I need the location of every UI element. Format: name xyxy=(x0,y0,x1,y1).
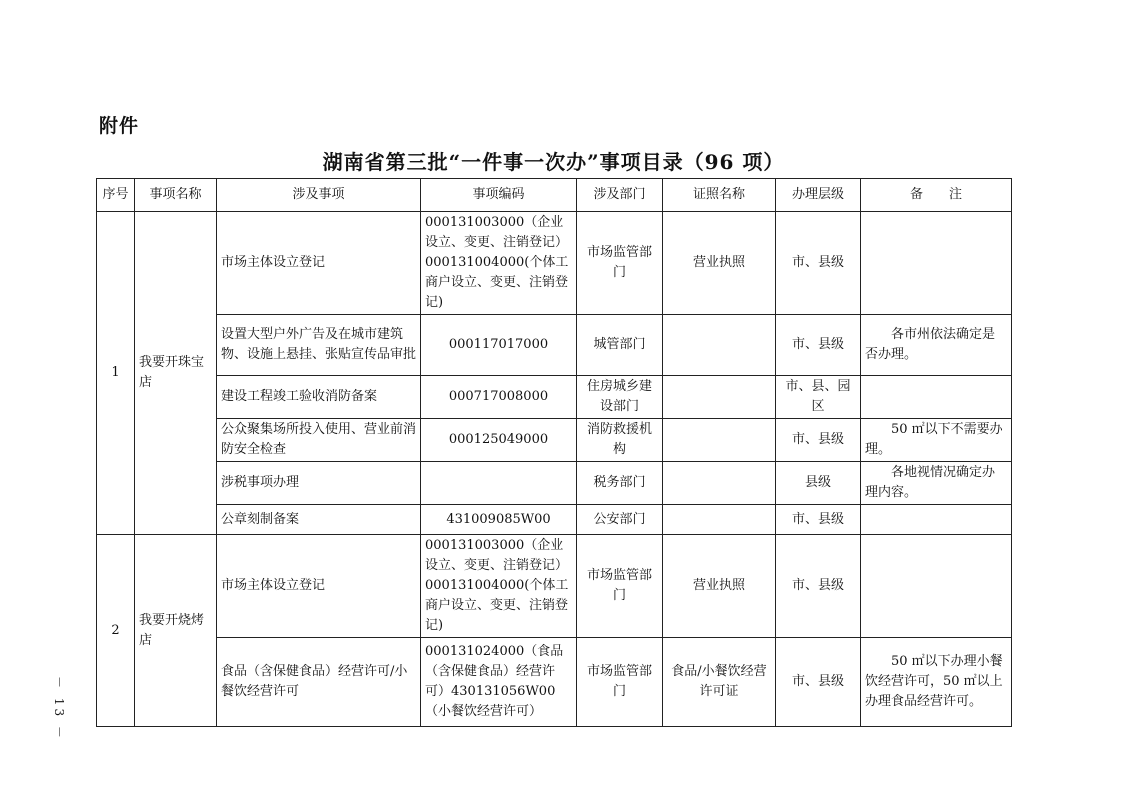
dept-cell: 市场监管部门 xyxy=(577,535,663,638)
code-cell xyxy=(421,462,577,505)
page-number: － 13 － xyxy=(52,676,66,741)
code-cell: 000117017000 xyxy=(421,315,577,376)
item-cell: 设置大型户外广告及在城市建筑物、设施上悬挂、张贴宣传品审批 xyxy=(217,315,421,376)
group-number: 2 xyxy=(97,535,135,727)
note-cell xyxy=(861,535,1012,638)
column-header-no: 序号 xyxy=(97,179,135,212)
item-cell: 市场主体设立登记 xyxy=(217,535,421,638)
note-cell: 50 ㎡以下办理小餐饮经营许可，50 ㎡以上办理食品经营许可。 xyxy=(861,638,1012,727)
table-row xyxy=(97,376,1012,419)
group-name: 我要开烧烤店 xyxy=(135,535,217,727)
catalog-table xyxy=(96,178,1012,727)
item-cell: 食品（含保健食品）经营许可/小餐饮经营许可 xyxy=(217,638,421,727)
item-cell: 公章刻制备案 xyxy=(217,505,421,535)
note-cell: 各市州依法确定是否办理。 xyxy=(861,315,1012,376)
group-number: 1 xyxy=(97,212,135,535)
column-header-dept: 涉及部门 xyxy=(577,179,663,212)
item-cell: 建设工程竣工验收消防备案 xyxy=(217,376,421,419)
level-cell: 市、县级 xyxy=(776,505,861,535)
column-header-level: 办理层级 xyxy=(776,179,861,212)
group-name: 我要开珠宝店 xyxy=(135,212,217,535)
dept-cell: 市场监管部门 xyxy=(577,638,663,727)
dept-cell: 税务部门 xyxy=(577,462,663,505)
level-cell: 市、县级 xyxy=(776,535,861,638)
attachment-label: 附件 xyxy=(99,115,140,137)
note-cell xyxy=(861,212,1012,315)
table-row xyxy=(97,535,1012,638)
column-header-code: 事项编码 xyxy=(421,179,577,212)
license-cell xyxy=(663,315,776,376)
note-cell xyxy=(861,376,1012,419)
code-cell: 000125049000 xyxy=(421,419,577,462)
license-cell xyxy=(663,505,776,535)
license-cell xyxy=(663,376,776,419)
column-header-name: 事项名称 xyxy=(135,179,217,212)
code-cell: 431009085W00 xyxy=(421,505,577,535)
item-cell: 涉税事项办理 xyxy=(217,462,421,505)
table-row xyxy=(97,505,1012,535)
table-row xyxy=(97,419,1012,462)
column-header-item: 涉及事项 xyxy=(217,179,421,212)
code-cell: 000131003000（企业设立、变更、注销登记）000131004000(个体工商户设立、变更、注销登记) xyxy=(421,535,577,638)
table-row xyxy=(97,212,1012,315)
level-cell: 县级 xyxy=(776,462,861,505)
dept-cell: 消防救援机构 xyxy=(577,419,663,462)
column-header-license: 证照名称 xyxy=(663,179,776,212)
table-row xyxy=(97,462,1012,505)
note-cell: 50 ㎡以下不需要办理。 xyxy=(861,419,1012,462)
level-cell: 市、县、园区 xyxy=(776,376,861,419)
license-cell: 营业执照 xyxy=(663,212,776,315)
license-cell: 食品/小餐饮经营许可证 xyxy=(663,638,776,727)
table-header-row xyxy=(97,179,1012,212)
code-cell: 000131003000（企业设立、变更、注销登记）000131004000(个体工商户设立、变更、注销登记) xyxy=(421,212,577,315)
table-row xyxy=(97,638,1012,727)
note-cell xyxy=(861,505,1012,535)
dept-cell: 市场监管部门 xyxy=(577,212,663,315)
note-cell: 各地视情况确定办理内容。 xyxy=(861,462,1012,505)
level-cell: 市、县级 xyxy=(776,212,861,315)
license-cell: 营业执照 xyxy=(663,535,776,638)
code-cell: 000717008000 xyxy=(421,376,577,419)
level-cell: 市、县级 xyxy=(776,638,861,727)
item-cell: 市场主体设立登记 xyxy=(217,212,421,315)
license-cell xyxy=(663,462,776,505)
level-cell: 市、县级 xyxy=(776,315,861,376)
dept-cell: 公安部门 xyxy=(577,505,663,535)
page-title: 湖南省第三批“一件事一次办”事项目录（96 项） xyxy=(322,150,785,174)
level-cell: 市、县级 xyxy=(776,419,861,462)
table-row xyxy=(97,315,1012,376)
dept-cell: 住房城乡建设部门 xyxy=(577,376,663,419)
code-cell: 000131024000（食品（含保健食品）经营许可）430131056W00（小餐饮经营许可） xyxy=(421,638,577,727)
license-cell xyxy=(663,419,776,462)
column-header-note: 备 注 xyxy=(861,179,1012,212)
item-cell: 公众聚集场所投入使用、营业前消防安全检查 xyxy=(217,419,421,462)
dept-cell: 城管部门 xyxy=(577,315,663,376)
